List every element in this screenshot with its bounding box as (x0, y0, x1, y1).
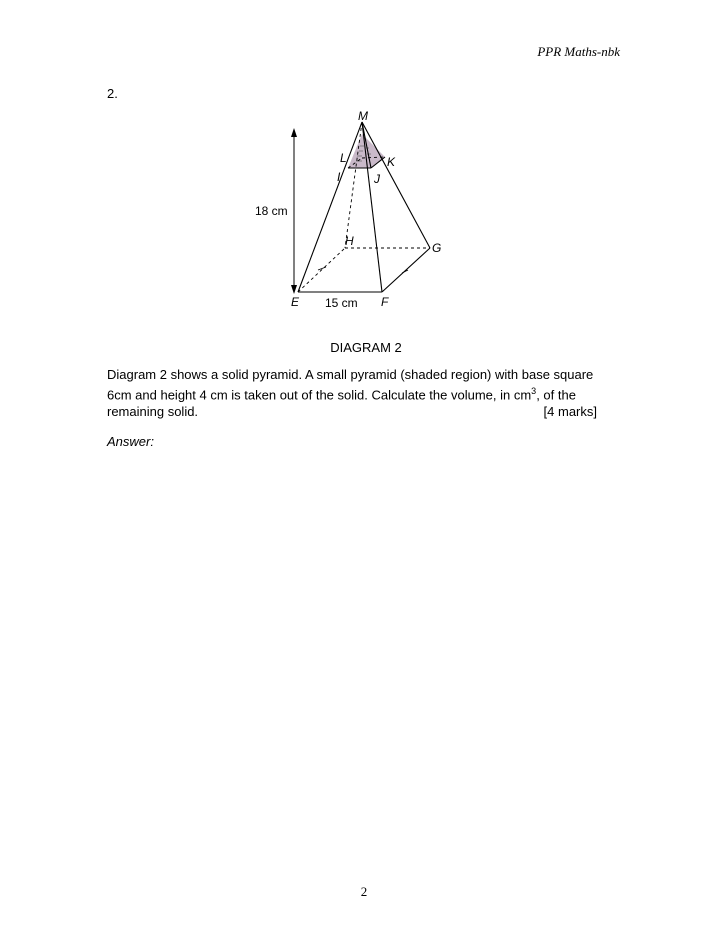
page-header: PPR Maths-nbk (537, 44, 620, 59)
label-k: K (387, 155, 396, 169)
question-text (107, 366, 607, 420)
answer-label: Answer: (107, 434, 154, 449)
question-line-2-end: , of the (536, 387, 576, 403)
label-m: M (358, 110, 368, 123)
label-h: H (345, 234, 354, 248)
height-label: 18 cm (255, 204, 288, 218)
diagram-caption: DIAGRAM 2 (330, 340, 402, 355)
marks-label: [4 marks] (543, 404, 597, 420)
question-number: 2. (107, 86, 118, 101)
label-e: E (291, 295, 300, 309)
label-g: G (432, 241, 442, 255)
base-length-label: 15 cm (325, 296, 358, 310)
question-line-2 (107, 383, 607, 403)
label-f: F (381, 295, 389, 309)
label-l: L (340, 151, 347, 165)
question-line-1: Diagram 2 shows a solid pyramid. A small pyramid (shaded region) with base square (107, 367, 594, 382)
equal-side-ticks (318, 267, 408, 273)
label-i: I (337, 170, 341, 184)
pyramid-diagram (240, 110, 460, 315)
question-line-2-text: 6cm and height 4 cm is taken out of the solid. Calculate the volume, in cm (107, 387, 532, 403)
superscript-3: 3 (531, 386, 537, 396)
question-line-3-text: remaining solid. (107, 404, 199, 420)
label-j: J (374, 172, 380, 186)
question-line-3 (107, 403, 607, 420)
page-number: 2 (360, 884, 368, 899)
height-arrow (291, 128, 297, 294)
